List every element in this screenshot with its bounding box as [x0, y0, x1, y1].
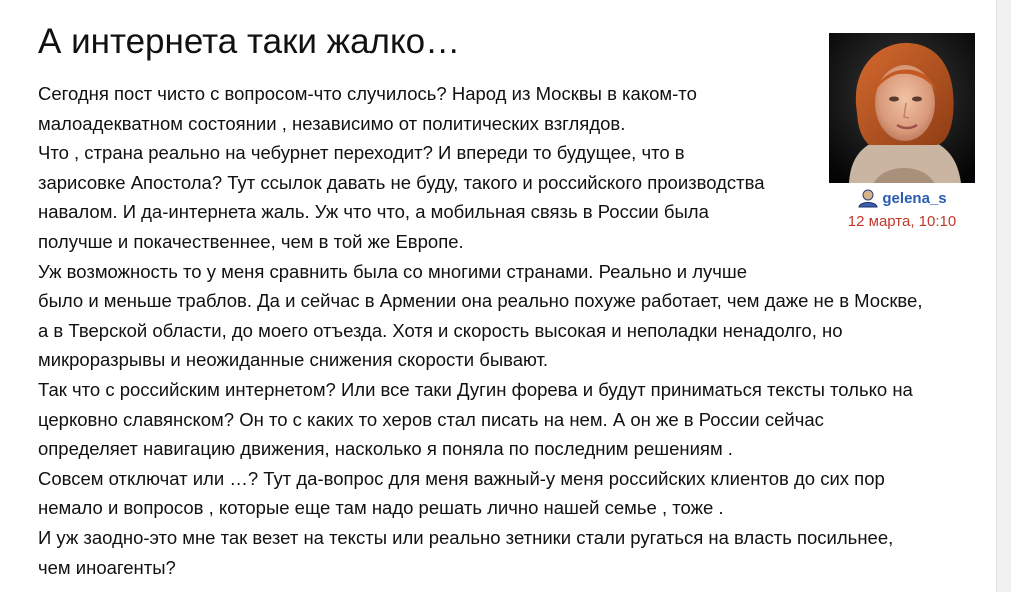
body-line: было и меньше траблов. Да и сейчас в Армении она реально похуже работает, чем даже не в Москве,: [38, 290, 923, 312]
body-line: И уж заодно-это мне так везет на тексты или реально зетники стали ругаться на власть посильнее,: [38, 526, 894, 548]
post-date: 12 марта, 10:10: [847, 213, 957, 230]
body-line: церковно славянском? Он то с каких то херов стал писать на нем. А он же в России сейчас: [38, 408, 824, 430]
post-container: [38, 0, 990, 592]
body-line: Так что с российским интернетом? Или все таки Дугин форева и будут приниматься тексты только на: [38, 378, 913, 400]
body-line: Что , страна реально на чебурнет переходит? И впереди то будущее, что в: [38, 142, 685, 164]
post-title: А интернета таки жалко…: [38, 22, 461, 61]
body-line: Сегодня пост чисто с вопросом-что случилось? Народ из Москвы в каком-то: [38, 83, 697, 104]
post-body: [38, 79, 990, 582]
body-line: микроразрывы и неожиданные снижения скорости бывают.: [38, 349, 549, 371]
author-link[interactable]: gelena_s: [882, 189, 947, 207]
body-line: малоадекватном состоянии , независимо от политических взглядов.: [38, 112, 626, 134]
body-line: немало и вопросов , которые еще там надо решать лично нашей семье , тоже .: [38, 497, 724, 519]
body-line: Совсем отключат или …? Тут да-вопрос для меня важный-у меня российских клиентов до сих пор: [38, 467, 885, 489]
body-line: определяет навигацию движения, насколько я поняла по последним решениям .: [38, 438, 733, 460]
body-line: Уж возможность то у меня сравнить была со многими странами. Реально и лучше: [38, 260, 748, 282]
scrollbar[interactable]: [996, 0, 1011, 592]
body-line: чем иноагенты?: [38, 556, 176, 578]
body-line: навалом. И да-интернета жаль. Уж что что, а мобильная связь в России была: [38, 201, 709, 223]
body-line: а в Тверской области, до моего отъезда. Хотя и скорость высокая и неполадки ненадолго, но: [38, 319, 843, 341]
body-line: зарисовке Апостола? Тут ссылок давать не буду, такого и российского производства: [38, 171, 765, 193]
body-line: получше и покачественнее, чем в той же Европе.: [38, 230, 464, 252]
